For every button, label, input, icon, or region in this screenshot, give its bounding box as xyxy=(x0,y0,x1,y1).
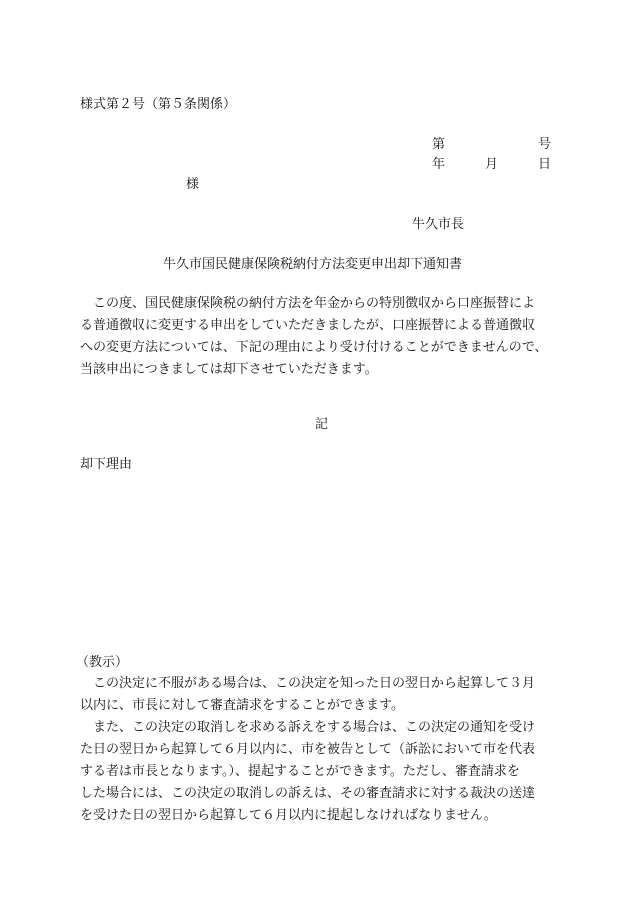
instruction-paragraph xyxy=(80,673,552,827)
instruction-line: また、この決定の取消しを求める訴えをする場合は、この決定の通知を受け xyxy=(80,720,536,735)
instruction-line: を受けた日の翌日から起算して６月以内に提起しなければなりません。 xyxy=(80,808,497,823)
instruction-line: 以内に、市長に対して審査請求をすることができます。 xyxy=(80,698,404,713)
reason-label: 却下理由 xyxy=(80,457,133,472)
instruction-heading: （教示） xyxy=(76,655,129,670)
form-label: 様式第２号（第５条関係） xyxy=(80,97,237,112)
ki-mark: 記 xyxy=(315,417,329,432)
body-line: 当該申出につきましては却下させていただきます。 xyxy=(80,362,378,377)
instruction-line: した場合には、この決定の取消しの訴えは、その審査請求に対する裁決の送達 xyxy=(80,786,536,801)
body-line: への変更方法については、下記の理由により受け付けることができませんので、 xyxy=(80,340,548,355)
date-day: 日 xyxy=(538,157,552,172)
body-line: る普通徴収に変更する申出をしていただきましたが、口座振替による普通徴収 xyxy=(80,318,536,333)
addressee-suffix: 様 xyxy=(186,177,200,192)
body-line: この度、国民健康保険税の納付方法を年金からの特別徴収から口座振替によ xyxy=(80,296,536,311)
doc-number-dai: 第 xyxy=(432,137,446,152)
document-title: 牛久市国民健康保険税納付方法変更申出却下通知書 xyxy=(163,257,463,272)
instruction-line: た日の翌日から起算して６月以内に、市を被告として（訴訟において市を代表 xyxy=(80,742,536,757)
issuer: 牛久市長 xyxy=(412,217,465,232)
date-month: 月 xyxy=(485,157,499,172)
date-year: 年 xyxy=(432,157,446,172)
body-paragraph xyxy=(80,293,552,381)
doc-number-go: 号 xyxy=(538,137,552,152)
instruction-line: この決定に不服がある場合は、この決定を知った日の翌日から起算して３月 xyxy=(80,676,536,691)
instruction-line: する者は市長となります。）、提起することができます。ただし、審査請求を xyxy=(80,764,520,779)
